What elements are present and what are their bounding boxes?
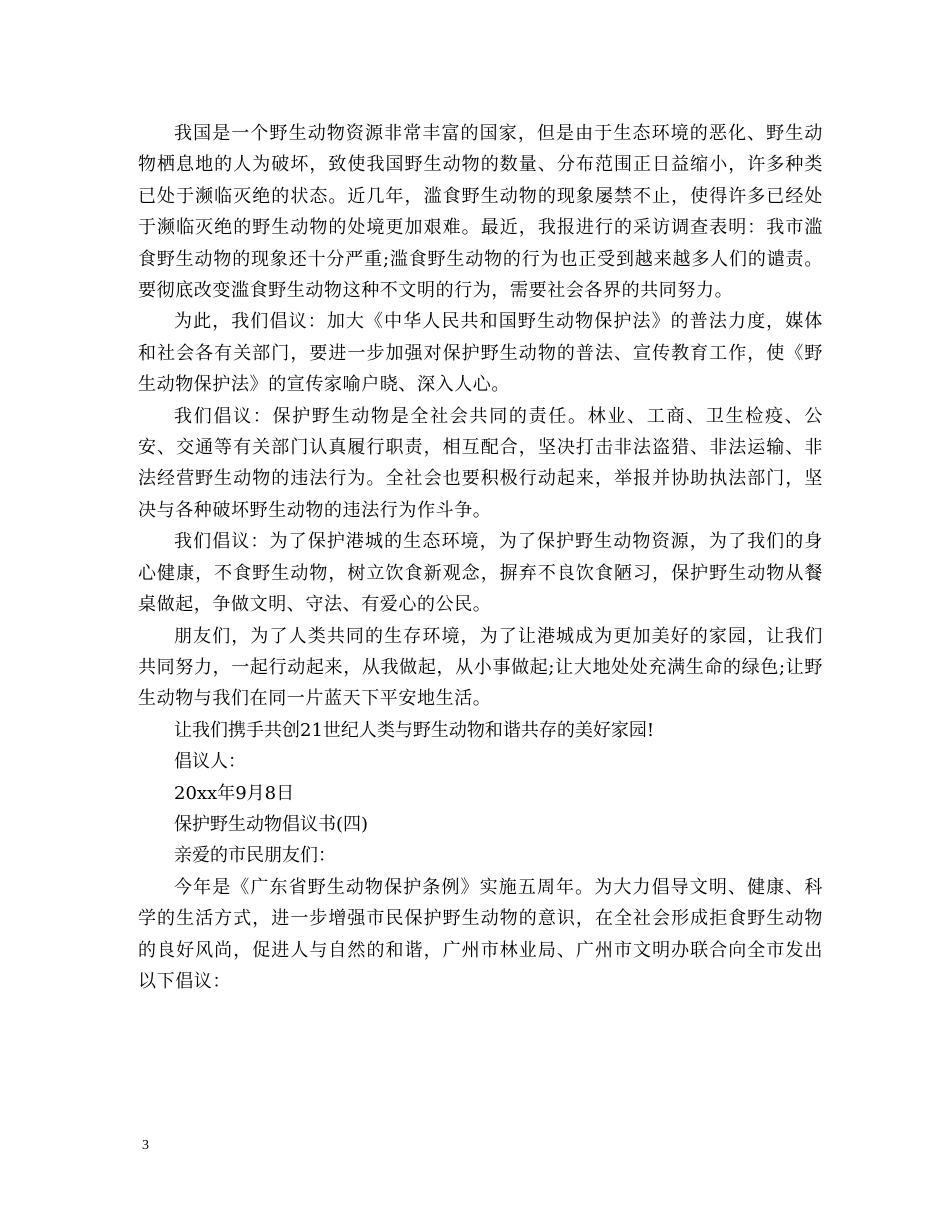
paragraph-intro: 我国是一个野生动物资源非常丰富的国家，但是由于生态环境的恶化、野生动物栖息地的人为破坏，致使我国野生动物的数量、分布范围正日益缩小，许多种类已处于濒临灭绝的状态。近几年，滥食野生动物的现象屡禁不止，使得许多已经处于濒临灭绝的野生动物的处境更加艰难。最近，我报进行的采访调查表明：我市滥食野生动物的现象还十分严重;滥食野生动物的行为也正受到越来越多人们的谴责。要彻底改变滥食野生动物这种不文明的行为，需要社会各界的共同努力。 [138,123,823,302]
initiator-label: 倡议人： [174,751,246,773]
page-number: 3 [142,1138,149,1153]
closing-line: 让我们携手共创21世纪人类与野生动物和谐共存的美好家园! [174,719,655,741]
document-body [138,118,823,997]
paragraph-final: 今年是《广东省野生动物保护条例》实施五周年。为大力倡导文明、健康、科学的生活方式，进一步增强市民保护野生动物的意识，在全社会形成拒食野生动物的良好风尚，促进人与自然的和谐，广州市林业局、广州市文明办联合向全市发出以下倡议： [138,876,823,992]
paragraph-proposal-law: 为此，我们倡议：加大《中华人民共和国野生动物保护法》的普法力度，媒体和社会各有关部门，要进一步加强对保护野生动物的普法、宣传教育工作，使《野生动物保护法》的宣传家喻户晓、深入人心。 [138,311,823,396]
paragraph-friends: 朋友们，为了人类共同的生存环境，为了让港城成为更加美好的家园，让我们共同努力，一起行动起来，从我做起，从小事做起;让大地处处充满生命的绿色;让野生动物与我们在同一片蓝天下平安地生活。 [138,625,823,710]
paragraph-proposal-responsibility: 我们倡议：保护野生动物是全社会共同的责任。林业、工商、卫生检疫、公安、交通等有关部门认真履行职责，相互配合，坚决打击非法盗猎、非法运输、非法经营野生动物的违法行为。全社会也要积极行动起来，举报并协助执法部门，坚决与各种破坏野生动物的违法行为作斗争。 [138,405,823,521]
date-line: 20xx年9月8日 [174,782,295,804]
salutation: 亲爱的市民朋友们： [174,845,336,867]
paragraph-proposal-diet: 我们倡议：为了保护港城的生态环境，为了保护野生动物资源，为了我们的身心健康，不食野生动物，树立饮食新观念，摒弃不良饮食陋习，保护野生动物从餐桌做起，争做文明、守法、有爱心的公民。 [138,531,823,616]
section-title: 保护野生动物倡议书(四) [174,813,369,835]
